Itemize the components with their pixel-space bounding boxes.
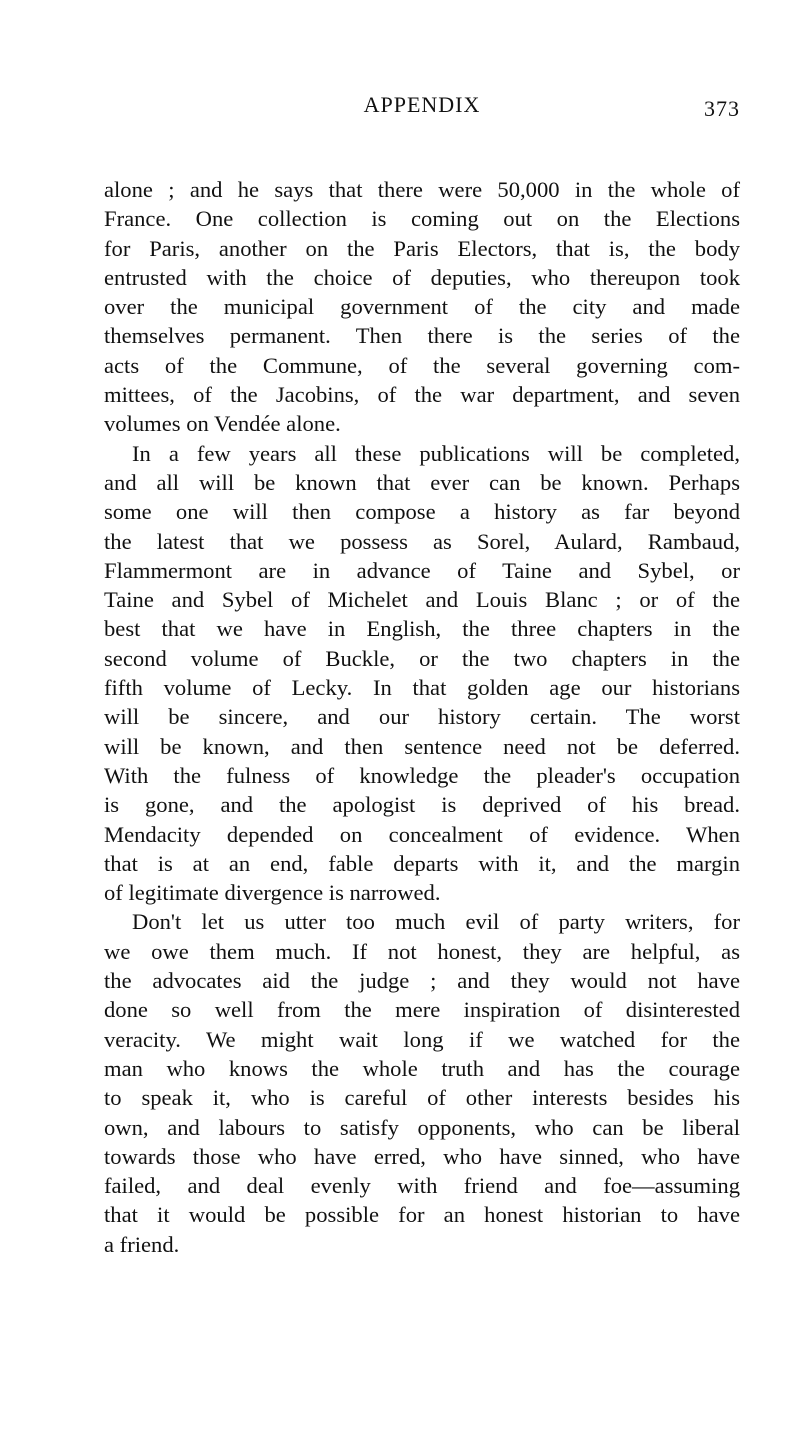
text-line: Taine and Sybel of Michelet and Louis Blanc ; or of the <box>104 587 740 613</box>
paragraph <box>104 175 740 439</box>
text-line: volumes on Vendée alone. <box>104 411 341 437</box>
text-line: the advocates aid the judge ; and they would not have <box>104 968 740 994</box>
text-line: second volume of Buckle, or the two chapters in the <box>104 645 740 671</box>
text-line: Don't let us utter too much evil of party writers, for <box>132 909 740 935</box>
text-line: In a few years all these publications will be completed, <box>132 440 740 466</box>
page-body <box>104 175 740 1259</box>
text-line: is gone, and the apologist is deprived of his bread. <box>104 792 740 818</box>
text-line: fifth volume of Lecky. In that golden age our historians <box>104 675 740 701</box>
text-line: will be sincere, and our history certain. The worst <box>104 704 740 730</box>
text-line: towards those who have erred, who have sinned, who have <box>104 1143 740 1169</box>
page-header <box>104 92 740 122</box>
text-line: own, and labours to satisfy opponents, who can be liberal <box>104 1114 740 1140</box>
text-line: some one will then compose a history as far beyond <box>104 499 740 525</box>
text-line: best that we have in English, the three chapters in the <box>104 616 740 642</box>
text-line: done so well from the mere inspiration of disinterested <box>104 997 740 1023</box>
text-line: the latest that we possess as Sorel, Aulard, Rambaud, <box>104 528 740 554</box>
text-line: Mendacity depended on concealment of evidence. When <box>104 821 740 847</box>
paragraph <box>104 439 740 908</box>
text-line: failed, and deal evenly with friend and foe—assuming <box>104 1173 740 1199</box>
text-line: France. One collection is coming out on the Elections <box>104 206 740 232</box>
text-line: and all will be known that ever can be known. Perhaps <box>104 469 740 495</box>
text-line: for Paris, another on the Paris Electors, that is, the body <box>104 235 740 261</box>
text-line: entrusted with the choice of deputies, who thereupon took <box>104 264 740 290</box>
text-line: Flammermont are in advance of Taine and Sybel, or <box>104 557 740 583</box>
text-line: to speak it, who is careful of other interests besides his <box>104 1085 740 1111</box>
text-line: that is at an end, fable departs with it, and the margin <box>104 850 740 876</box>
text-line: veracity. We might wait long if we watched for the <box>104 1026 740 1052</box>
running-title: APPENDIX <box>363 92 481 117</box>
text-line: will be known, and then sentence need not be deferred. <box>104 733 740 759</box>
text-line: over the municipal government of the city and made <box>104 294 740 320</box>
page-number: 373 <box>704 96 740 121</box>
text-line: alone ; and he says that there were 50,000 in the whole of <box>104 177 740 202</box>
text-line: themselves permanent. Then there is the series of the <box>104 323 740 349</box>
text-line: that it would be possible for an honest historian to have <box>104 1202 740 1228</box>
paragraph <box>104 907 740 1259</box>
text-line: we owe them much. If not honest, they are helpful, as <box>104 938 740 964</box>
text-line: man who knows the whole truth and has the courage <box>104 1055 740 1081</box>
text-line: of legitimate divergence is narrowed. <box>104 880 441 906</box>
text-line: acts of the Commune, of the several governing com- <box>104 352 740 378</box>
text-line: a friend. <box>104 1231 180 1257</box>
text-line: mittees, of the Jacobins, of the war department, and seven <box>104 382 740 408</box>
text-line: With the fulness of knowledge the pleader's occupation <box>104 762 740 788</box>
